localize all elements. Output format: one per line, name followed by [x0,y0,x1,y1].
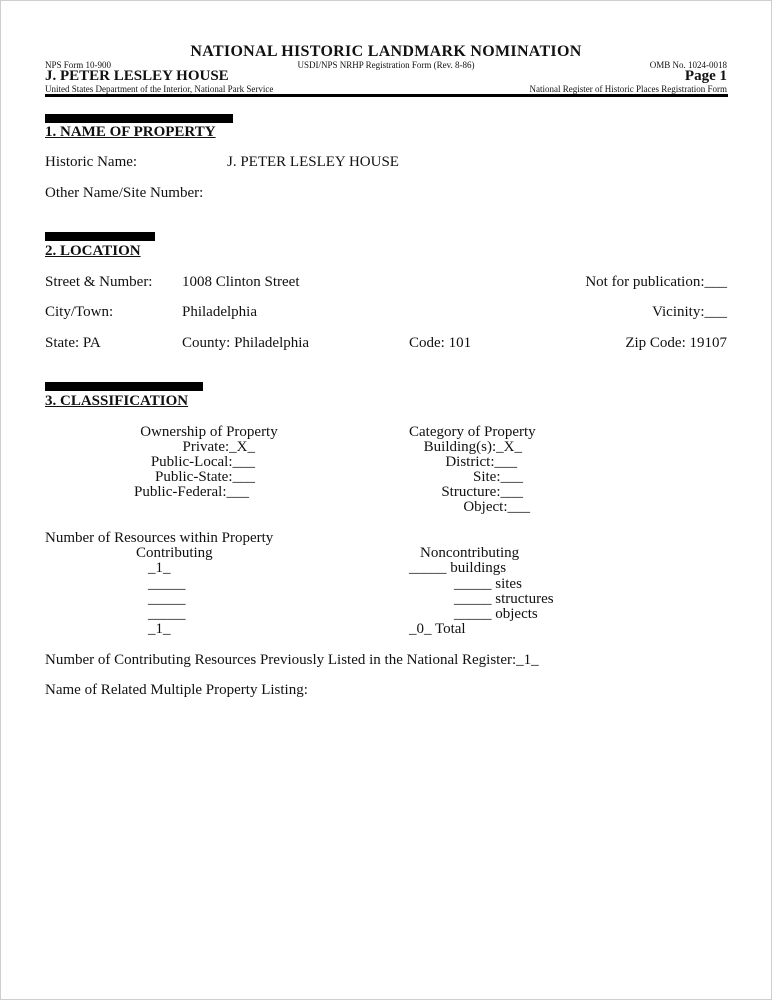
noncontributing-sites: _____ sites [454,576,522,592]
contributing-objects: _____ [148,606,186,622]
department: United States Department of the Interior, National Park Service [45,84,274,94]
page-number: Page 1 [684,68,727,84]
code: Code: 101 [409,335,472,351]
category-site: Site:___ [472,469,523,485]
previously-listed: Number of Contributing Resources Previously Listed in the National Register:_1_ [45,652,539,668]
zip-code: Zip Code: 19107 [625,335,727,351]
noncontributing-objects: _____ objects [454,606,538,622]
header-rule [45,94,728,97]
category-district: District:___ [445,454,517,470]
section-3-bar [45,382,203,391]
ownership-public-local: Public-Local:___ [150,454,255,470]
ownership-title: Ownership of Property [140,424,278,440]
section-1-heading: 1. NAME OF PROPERTY [45,124,216,140]
omb-number: OMB No. 1024-0018 [649,60,727,70]
category-title: Category of Property [409,424,536,440]
ownership-private: Private:_X_ [182,439,255,455]
related-listing-label: Name of Related Multiple Property Listing: [45,682,308,698]
ownership-public-state: Public-State:___ [155,469,255,485]
contributing-label: Contributing [136,545,213,561]
vicinity: Vicinity:___ [652,304,727,320]
form-title: NATIONAL HISTORIC LANDMARK NOMINATION [190,43,582,60]
category-object: Object:___ [463,499,530,515]
county: County: Philadelphia [182,335,310,351]
historic-name-label: Historic Name: [45,154,138,170]
category-buildings: Building(s):_X_ [423,439,522,455]
section-2-bar [45,232,155,241]
contributing-structures: _____ [148,591,186,607]
register-form-name: National Register of Historic Places Registration Form [529,84,727,94]
city-value: Philadelphia [182,304,257,320]
not-for-publication: Not for publication:___ [585,274,727,290]
city-label: City/Town: [45,304,114,320]
ownership-public-federal: Public-Federal:___ [134,484,249,500]
section-2-heading: 2. LOCATION [45,243,141,259]
noncontributing-structures: _____ structures [454,591,554,607]
contributing-sites: _____ [148,576,186,592]
property-title: J. PETER LESLEY HOUSE [45,68,229,84]
contributing-buildings: _1_ [148,560,171,576]
contributing-total: _1_ [148,621,171,637]
street-value: 1008 Clinton Street [182,274,300,290]
registration-form: USDI/NPS NRHP Registration Form (Rev. 8-86) [297,60,475,70]
resources-title: Number of Resources within Property [45,530,274,546]
section-3-heading: 3. CLASSIFICATION [45,393,189,409]
other-name-label: Other Name/Site Number: [45,185,204,201]
street-label: Street & Number: [45,274,153,290]
section-1-bar [45,114,233,123]
noncontributing-label: Noncontributing [420,545,520,561]
noncontributing-buildings: _____ buildings [409,560,507,576]
category-structure: Structure:___ [441,484,523,500]
state: State: PA [45,335,101,351]
noncontributing-total: _0_ Total [409,621,466,637]
form-number: NPS Form 10-900 [45,60,112,70]
historic-name-value: J. PETER LESLEY HOUSE [227,154,399,170]
